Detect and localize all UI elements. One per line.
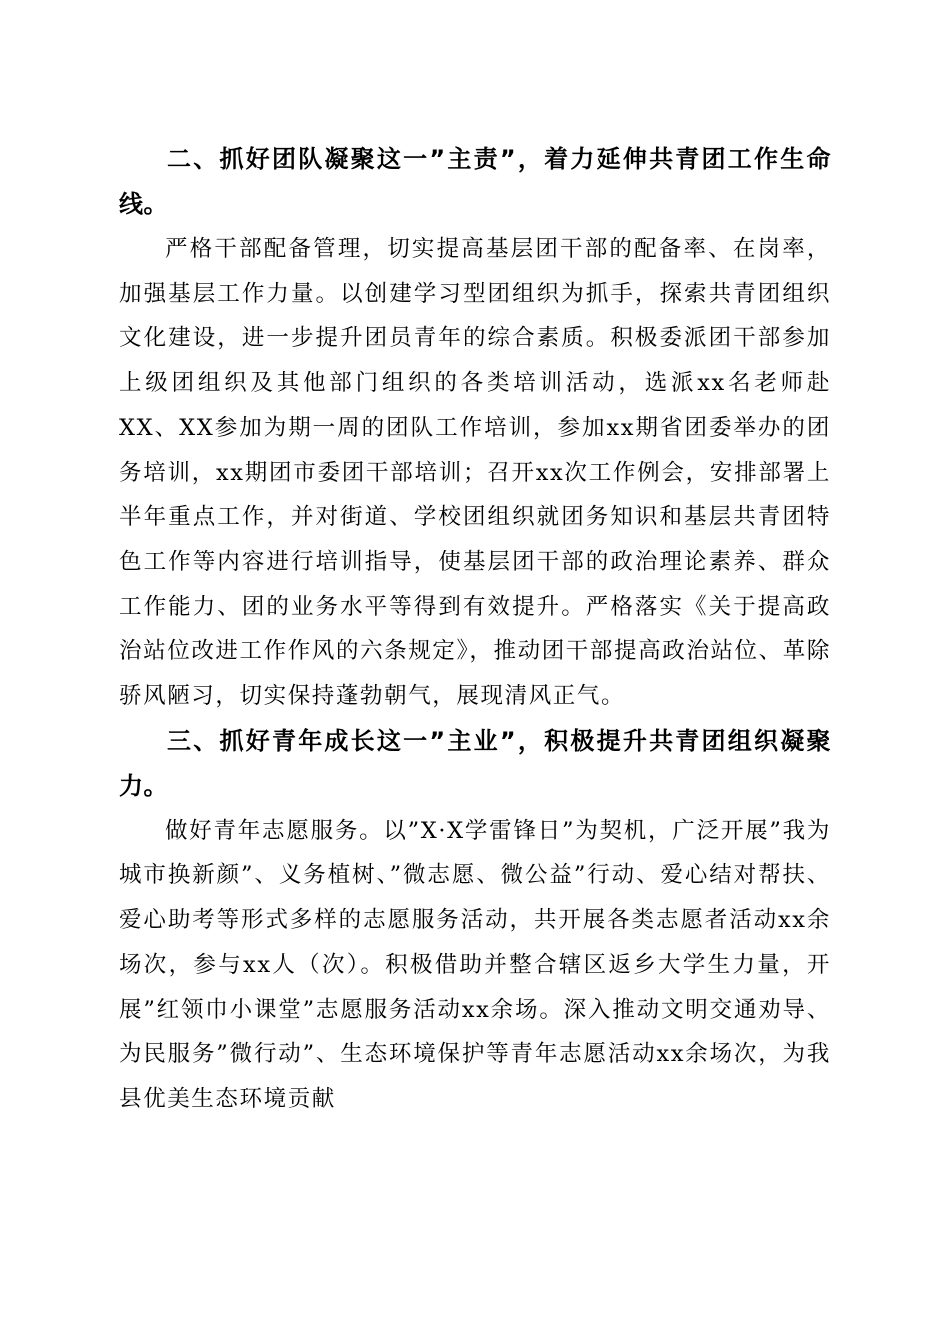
section-3-heading: 三、抓好青年成长这一”主业”，积极提升共青团组织凝聚力。 (119, 726, 831, 800)
section-2-heading: 二、抓好团队凝聚这一”主责”，着力延伸共青团工作生命线。 (119, 145, 831, 218)
section-2-paragraph: 严格干部配备管理，切实提高基层团干部的配备率、在岗率，加强基层工作力量。以创建学习型团组织为抓手，探索共青团组织文化建设，进一步提升团员青年的综合素质。积极委派团干部参加上级团组织及其他部门组织的各类培训活动，选派xx名老师赴XX、XX参加为期一周的团队工作培训，参加xx期省团委举办的团务培训，xx期团市委团干部培训；召开xx次工作例会，安排部署上半年重点工作，并对街道、学校团组织就团务知识和基层共青团特色工作等内容进行培训指导，使基层团干部的政治理论素养、群众工作能力、团的业务水平等得到有效提升。严格落实《关于提高政治站位改进工作作风的六条规定》，推动团干部提高政治站位、革除骄风陋习，切实保持蓬勃朝气，展现清风正气。 (119, 236, 831, 710)
section-3-paragraph: 做好青年志愿服务。以”X·X学雷锋日”为契机，广泛开展”我为城市换新颜”、义务植树、”微志愿、微公益”行动、爱心结对帮扶、爱心助考等形式多样的志愿服务活动，共开展各类志愿者活动xx余场次，参与xx人（次）。积极借助并整合辖区返乡大学生力量，开展”红领巾小课堂”志愿服务活动xx余场。深入推动文明交通劝导、为民服务”微行动”、生态环境保护等青年志愿活动xx余场次，为我县优美生态环境贡献 (119, 817, 831, 1112)
document-body (119, 137, 831, 1122)
